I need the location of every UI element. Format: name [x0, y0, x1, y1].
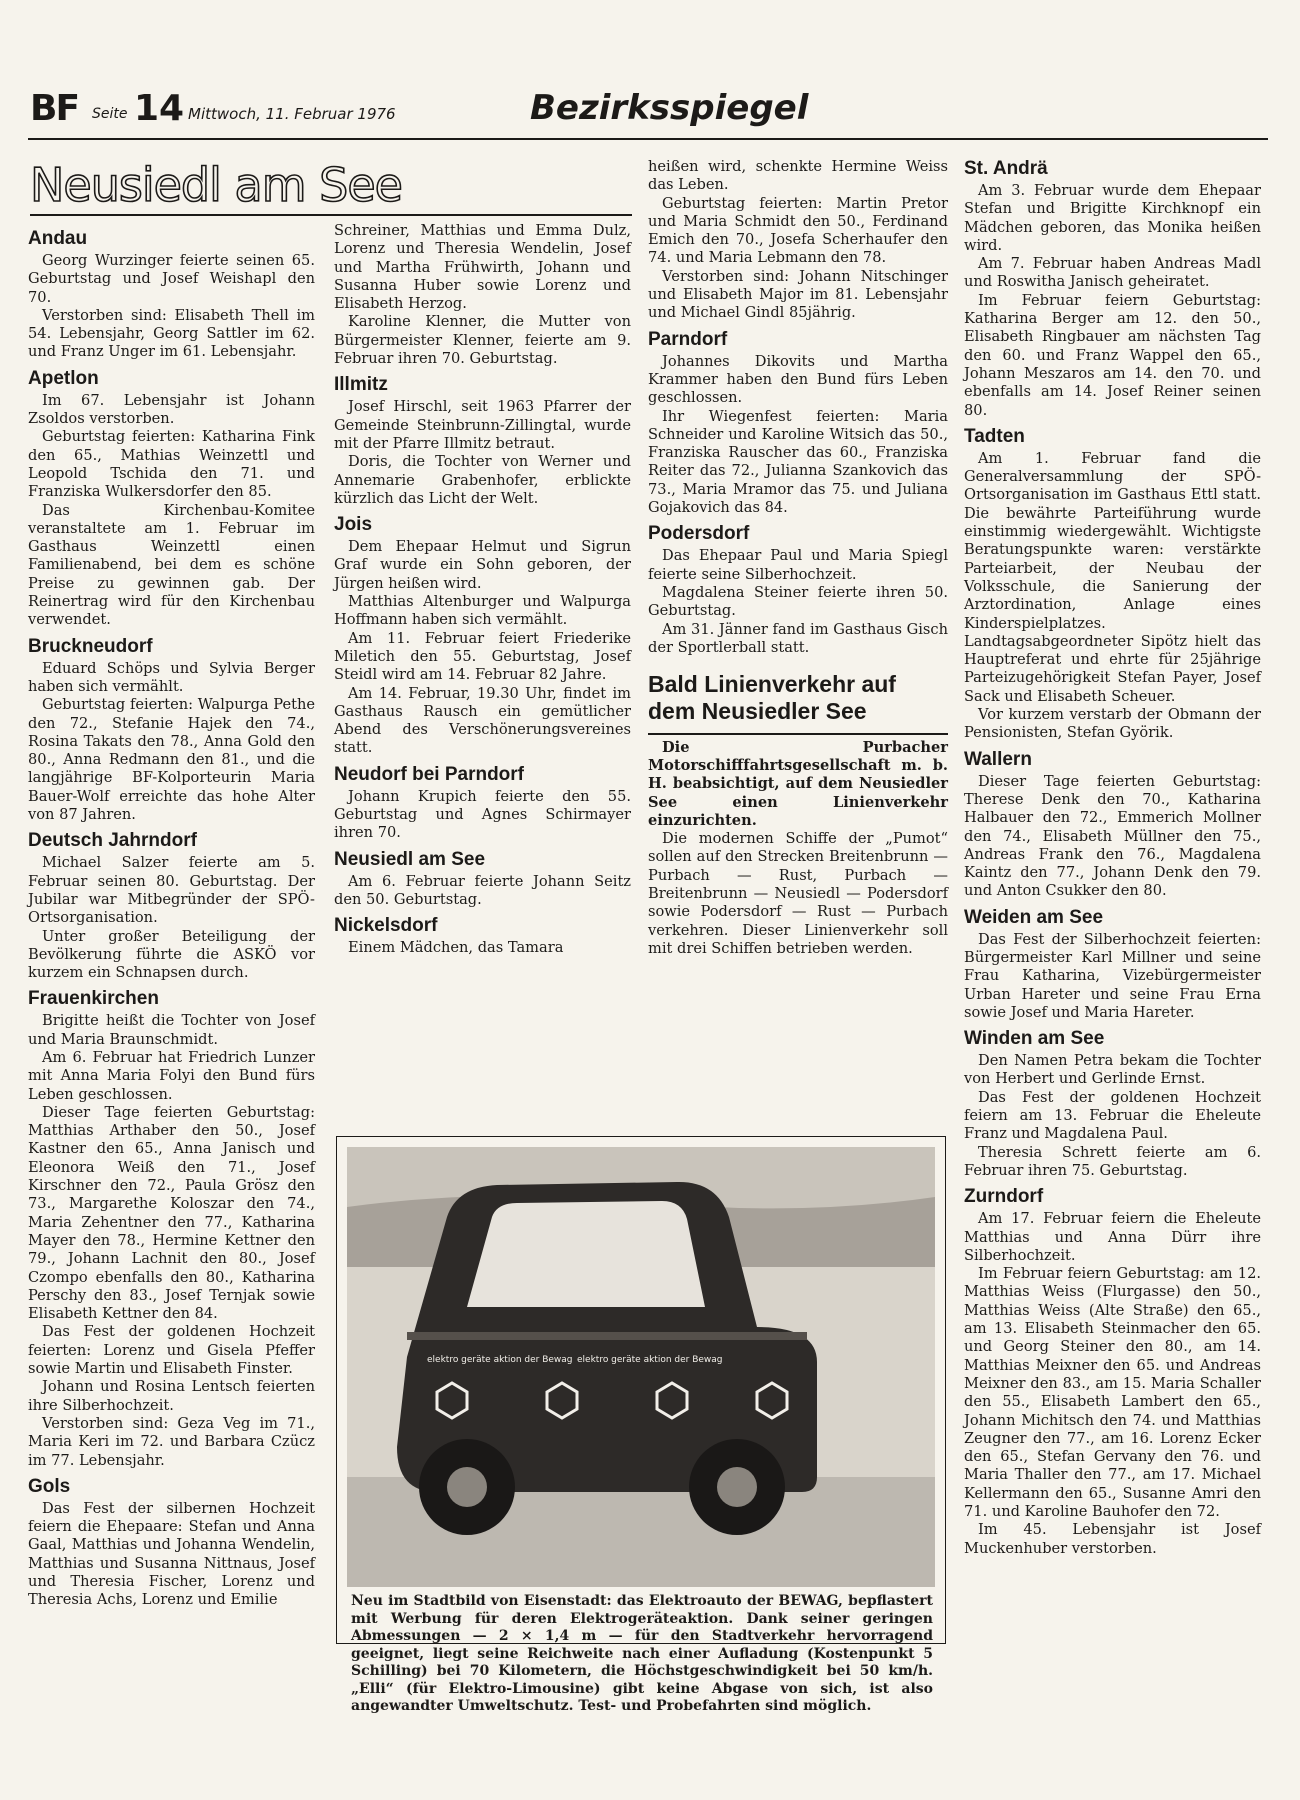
- car-lettering: elektro geräte aktion der Bewag: [577, 1355, 723, 1365]
- page-label: Seite: [92, 106, 128, 122]
- article-paragraph: Geburtstag feierten: Martin Pretor und Maria Schmidt den 50., Ferdinand Emich den 70., Josefa Scherhaufer den 74. und Maria Lebmann den 78.: [648, 194, 948, 267]
- place-heading: Frauenkirchen: [28, 988, 159, 1010]
- article-paragraph: Dieser Tage feierten Geburtstag: Therese Denk den 70., Katharina Halbauer den 72., Emmerich Mollner den 74., Elisabeth Müllner den 75., Andreas Frank den 76., Magdalena Kaintz den 77., Johann Denk den 79. und Anton Csukker den 80.: [964, 772, 1261, 900]
- article-paragraph: Schreiner, Matthias und Emma Dulz, Lorenz und Theresia Wendelin, Josef und Martha Frühwirth, Johann und Susanna Huber sowie Lorenz und Elisabeth Herzog.: [334, 222, 631, 313]
- article-paragraph: Das Fest der goldenen Hochzeit feiern am 13. Februar die Eheleute Franz und Magdalena Paul.: [964, 1088, 1261, 1143]
- place-heading: Tadten: [964, 425, 1025, 447]
- place-heading: Zurndorf: [964, 1186, 1044, 1208]
- place-heading: Gols: [28, 1475, 71, 1497]
- article-paragraph: heißen wird, schenkte Hermine Weiss das Leben.: [648, 158, 948, 194]
- article-paragraph: Das Ehepaar Paul und Maria Spiegl feierte seine Silberhochzeit.: [648, 547, 948, 583]
- article-paragraph: Magdalena Steiner feierte ihren 50. Geburtstag.: [648, 583, 948, 620]
- article-paragraph: Unter großer Beteiligung der Bevölkerung führte die ASKÖ vor kurzem ein Schnapsen durch.: [28, 927, 315, 982]
- article-paragraph: Brigitte heißt die Tochter von Josef und Maria Braunschmidt.: [28, 1012, 315, 1048]
- column-1: [28, 222, 315, 1782]
- article-paragraph: Verstorben sind: Geza Veg im 71., Maria Keri im 72. und Barbara Czücz im 77. Lebensjahr.: [28, 1414, 315, 1469]
- feature-body: Die modernen Schiffe der „Pumot“ sollen auf den Strecken Breitenbrunn — Purbach — Rust, Purbach — Breitenbrunn — Neusiedl — Podersdorf sowie Podersdorf — Rust — Purbach verkehren. Dieser Linienverkehr soll mit drei Schiffen betrieben werden.: [648, 830, 948, 957]
- article-paragraph: Doris, die Tochter von Werner und Annemarie Grabenhofer, erblickte kürzlich das Licht der Welt.: [334, 453, 631, 507]
- section-title: Bezirksspiegel: [530, 88, 809, 128]
- article-paragraph: Das Fest der silbernen Hochzeit feiern die Ehepaare: Stefan und Anna Gaal, Matthias und Johanna Wendelin, Matthias und Susanna Nittnaus, Josef und Theresia Fischer, Lorenz und Theresia Achs, Lorenz und Emilie: [28, 1499, 315, 1609]
- article-paragraph: Am 6. Februar hat Friedrich Lunzer mit Anna Maria Folyi den Bund fürs Leben geschlossen.: [28, 1048, 315, 1103]
- article-paragraph: Einem Mädchen, das Tamara: [348, 939, 564, 957]
- article-paragraph: Verstorben sind: Elisabeth Thell im 54. Lebensjahr, Georg Sattler im 62. und Franz Unger im 61. Lebensjahr.: [28, 306, 315, 361]
- article-paragraph: Theresia Schrett feierte am 6. Februar ihren 75. Geburtstag.: [964, 1143, 1261, 1179]
- place-heading: Apetlon: [28, 367, 99, 389]
- article-paragraph: Das Fest der Silberhochzeit feierten: Bürgermeister Karl Millner und seine Frau Katharina, Vizebürgermeister Urban Hareter und seine Frau Erna sowie Josef und Maria Hareter.: [964, 930, 1261, 1021]
- article-paragraph: Georg Wurzinger feierte seinen 65. Geburtstag und Josef Weishapl den 70.: [28, 252, 315, 306]
- place-heading: Neusiedl am See: [334, 848, 486, 870]
- article-paragraph: Am 17. Februar feiern die Eheleute Matthias und Anna Dürr ihre Silberhochzeit.: [964, 1210, 1261, 1264]
- region-title: Neusiedl am See: [30, 158, 402, 212]
- place-heading: Weiden am See: [964, 906, 1104, 928]
- masthead-rule: [28, 138, 1268, 140]
- article-paragraph: Josef Hirschl, seit 1963 Pfarrer der Gemeinde Steinbrunn-Zillingtal, wurde mit der Pfarre Illmitz betraut.: [334, 398, 631, 452]
- issue-date: Mittwoch, 11. Februar 1976: [188, 105, 396, 123]
- place-heading: Parndorf: [648, 328, 728, 350]
- article-paragraph: Am 3. Februar wurde dem Ehepaar Stefan und Brigitte Kirchknopf ein Mädchen geboren, das Monika heißen wird.: [964, 182, 1261, 254]
- column-3: [648, 158, 948, 1118]
- article-paragraph: Am 1. Februar fand die Generalversammlung der SPÖ-Ortsorganisation im Gasthaus Ettl statt. Die bewährte Parteiführung wurde einstimmig wiedergewählt. Wichtigste Beratungspunkte waren: verstärkte Parteiarbeit, der Neubau der Volksschule, die Sanierung der Arztordination, Anlage eines Kinderspielplatzes. Landtagsabgeordneter Sipötz hielt das Hauptreferat und ehrte für 25jährige Parteizugehörigkeit Stefan Payer, Josef Sack und Elisabeth Scheuer.: [964, 449, 1261, 705]
- place-heading: Neudorf bei Parndorf: [334, 763, 525, 785]
- article-paragraph: Eduard Schöps und Sylvia Berger haben sich vermählt.: [28, 659, 315, 695]
- article-paragraph: Im Februar feiern Geburtstag: Katharina Berger am 12. den 50., Elisabeth Ringbauer am nächsten Tag den 60. und Franz Wappel den 65., Johann Meszaros am 14. den 70. und ebenfalls am 14. Josef Reiner seinen 80.: [964, 291, 1261, 419]
- place-heading: Jois: [334, 514, 373, 536]
- article-paragraph: Johann Krupich feierte den 55. Geburtstag und Agnes Schirmayer ihren 70.: [334, 787, 631, 842]
- article-paragraph: Im 67. Lebensjahr ist Johann Zsoldos verstorben.: [28, 391, 315, 428]
- column-4: [964, 158, 1261, 1783]
- article-paragraph: Dem Ehepaar Helmut und Sigrun Graf wurde ein Sohn geboren, der Jürgen heißen wird.: [334, 538, 631, 592]
- page-number: 14: [134, 88, 185, 129]
- article-paragraph: Im 45. Lebensjahr ist Josef Muckenhuber verstorben.: [964, 1521, 1261, 1557]
- article-paragraph: Karoline Klenner, die Mutter von Bürgermeister Klenner, feierte am 9. Februar ihren 70. Geburtstag.: [334, 313, 631, 368]
- article-paragraph: Das Fest der goldenen Hochzeit feierten: Lorenz und Gisela Pfeffer sowie Martin und Elisabeth Finster.: [28, 1323, 315, 1378]
- feature-headline: Bald Linienverkehr auf dem Neusiedler See: [648, 671, 896, 725]
- place-heading: Nickelsdorf: [334, 915, 438, 937]
- feature-intro: Die Purbacher Motorschifffahrtsgesellschaft m. b. H. beabsichtigt, auf dem Neusiedler See einen Linienverkehr einzurichten.: [648, 738, 948, 829]
- photo-box: [336, 1136, 946, 1714]
- place-heading: St. Andrä: [964, 158, 1048, 179]
- place-heading: Andau: [28, 228, 88, 249]
- article-paragraph: Vor kurzem verstarb der Obmann der Pensionisten, Stefan Györik.: [964, 706, 1261, 742]
- article-paragraph: Im Februar feiern Geburtstag: am 12. Matthias Weiss (Flurgasse) den 50., Matthias Weiss (Alte Straße) den 65., am 13. Elisabeth Steinmacher den 65. und Georg Steiner den 80., am 14. Matthias Meixner den 65. und Andreas Meixner den 83., am 15. Maria Schaller den 55., Elisabeth Lambert den 65., Johann Michitsch den 74. und Matthias Zeugner den 77., am 16. Lorenz Ecker den 65., Stefan Gervany den 76. und Maria Thaller den 77., am 17. Michael Kellermann den 65., Susanne Amri den 71. und Karoline Bauhofer den 72.: [964, 1265, 1261, 1520]
- place-heading: Illmitz: [334, 374, 388, 396]
- article-paragraph: Johannes Dikovits und Martha Krammer haben den Bund fürs Leben geschlossen.: [648, 352, 948, 407]
- place-heading: Wallern: [964, 748, 1032, 770]
- place-heading: Deutsch Jahrndorf: [28, 830, 197, 852]
- article-paragraph: Matthias Altenburger und Walpurga Hoffmann haben sich vermählt.: [334, 593, 631, 629]
- newspaper-logo: BF: [30, 88, 79, 129]
- article-paragraph: Dieser Tage feierten Geburtstag: Matthias Arthaber den 50., Josef Kastner den 65., Anna Janisch und Eleonora Weiß den 71., Josef Kirschner den 72., Paula Grösz den 73., Margarethe Koloszar den 74., Maria Zehentner den 77., Katharina Mayer den 78., Hermine Kettner den 79., Johann Lachnit den 80., Josef Czompo ebenfalls den 80., Katharina Perschy den 83., Josef Ternjak sowie Elisabeth Kettner den 84.: [28, 1103, 315, 1323]
- car-lettering: elektro geräte aktion der Bewag: [427, 1355, 573, 1365]
- feature-rule: [648, 733, 948, 735]
- electric-car-photo: [347, 1147, 935, 1587]
- column-2: [334, 222, 631, 1112]
- article-paragraph: Johann und Rosina Lentsch feierten ihre Silberhochzeit.: [28, 1378, 315, 1414]
- region-title-rule: [30, 214, 632, 216]
- article-paragraph: Verstorben sind: Johann Nitschinger und Elisabeth Major im 81. Lebensjahr und Michael Gindl 85jährig.: [648, 267, 948, 322]
- place-heading: Bruckneudorf: [28, 635, 153, 657]
- article-paragraph: Geburtstag feierten: Katharina Fink den 65., Mathias Weinzettl und Leopold Tschida den 71. und Franziska Wulkersdorfer den 85.: [28, 428, 315, 501]
- article-paragraph: Ihr Wiegenfest feierten: Maria Schneider und Karoline Witsich das 50., Franziska Rauscher das 60., Franziska Reiter das 72., Julianna Szankovich das 73., Maria Mramor das 75. und Juliana Gojakovich das 84.: [648, 407, 948, 517]
- article-paragraph: Michael Salzer feierte am 5. Februar seinen 80. Geburtstag. Der Jubilar war Mitbegründer der SPÖ-Ortsorganisation.: [28, 854, 315, 927]
- article-paragraph: Am 31. Jänner fand im Gasthaus Gisch der Sportlerball statt.: [648, 620, 948, 656]
- photo-caption: Neu im Stadtbild von Eisenstadt: das Elektroauto der BEWAG, bepflastert mit Werbung für deren Elektrogeräteaktion. Dank seiner geringen Abmessungen — 2 × 1,4 m — für den Stadtverkehr hervorragend geeignet, liegt seine Reichweite nach einer Aufladung (Kostenpunkt 5 Schilling) bei 70 Kilometern, die Höchstgeschwindigkeit bei 50 km/h. „Elli“ (für Elektro-Limousine) gibt keine Abgase von sich, ist also angewandter Umweltschutz. Test- und Probefahrten sind möglich.: [351, 1593, 933, 1714]
- article-paragraph: Den Namen Petra bekam die Tochter von Herbert und Gerlinde Ernst.: [964, 1052, 1261, 1088]
- article-paragraph: Das Kirchenbau-Komitee veranstaltete am 1. Februar im Gasthaus Weinzettl einen Familienabend, bei dem es schöne Preise zu gewinnen gab. Der Reinertrag wird für den Kirchenbau verwendet.: [28, 501, 315, 629]
- place-heading: Podersdorf: [648, 523, 750, 545]
- article-paragraph: Am 7. Februar haben Andreas Madl und Roswitha Janisch geheiratet.: [964, 255, 1261, 291]
- article-paragraph: Am 6. Februar feierte Johann Seitz den 50. Geburtstag.: [334, 872, 631, 908]
- article-paragraph: Geburtstag feierten: Walpurga Pethe den 72., Stefanie Hajek den 74., Rosina Takats den 78., Anna Gold den 80., Anna Redmann den 81., und die langjährige BF-Kolporteurin Maria Bauer-Wolf erreichte das hohe Alter von 87 Jahren.: [28, 696, 315, 824]
- article-paragraph: Am 11. Februar feiert Friederike Miletich den 55. Geburtstag, Josef Steidl wird am 14. Februar 82 Jahre.: [334, 629, 631, 684]
- article-paragraph: Am 14. Februar, 19.30 Uhr, findet im Gasthaus Rausch ein gemütlicher Abend des Verschönerungsvereines statt.: [334, 684, 631, 757]
- masthead: [28, 88, 1268, 138]
- place-heading: Winden am See: [964, 1028, 1105, 1050]
